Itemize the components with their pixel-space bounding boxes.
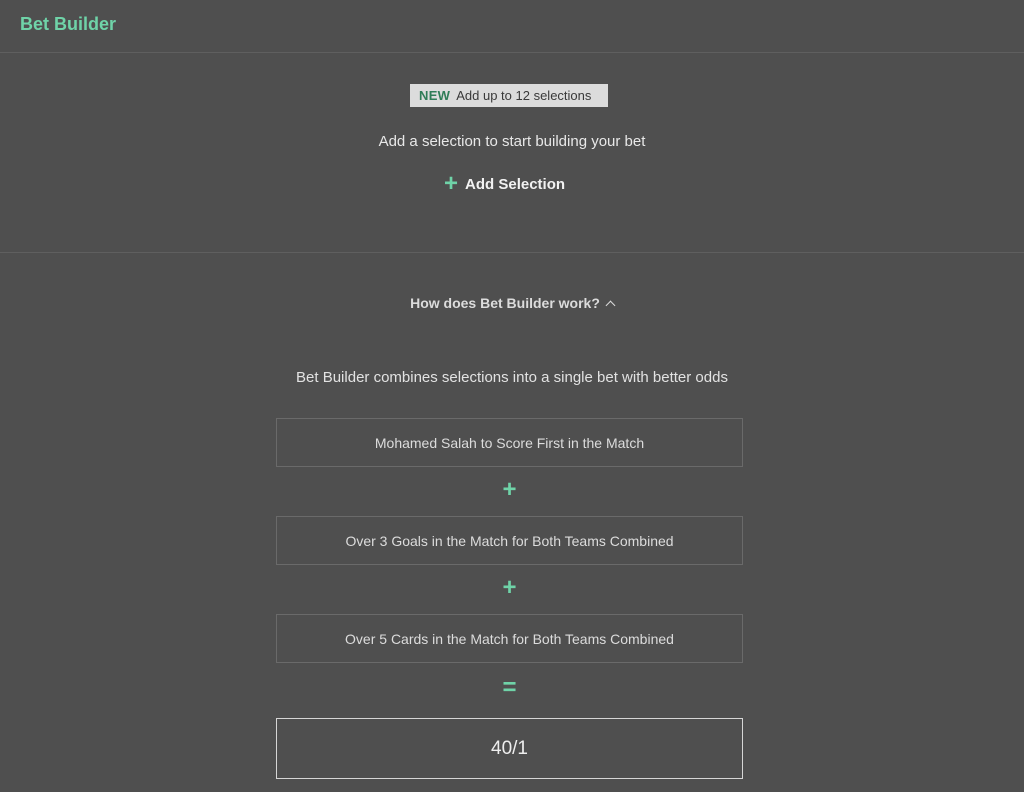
equals-icon: = xyxy=(502,674,517,701)
add-selection-button[interactable] xyxy=(444,170,566,197)
chevron-up-icon xyxy=(605,301,615,311)
explain-text: Bet Builder combines selections into a single bet with better odds xyxy=(296,369,728,386)
how-it-works-label: How does Bet Builder work? xyxy=(410,295,600,311)
plus-icon: + xyxy=(502,574,517,601)
example-selection-3: Over 5 Cards in the Match for Both Teams Combined xyxy=(276,614,743,663)
plus-icon: + xyxy=(444,170,459,197)
example-selection-2: Over 3 Goals in the Match for Both Teams Combined xyxy=(276,516,743,565)
new-badge: NEW xyxy=(419,88,451,103)
odds-result: 40/1 xyxy=(276,718,743,779)
page-title: Bet Builder xyxy=(20,14,117,34)
promo-badge xyxy=(410,84,608,107)
how-it-works-toggle[interactable] xyxy=(0,295,1024,311)
promo-text: Add up to 12 selections xyxy=(456,88,592,103)
builder-section xyxy=(0,53,1024,253)
add-selection-label: Add Selection xyxy=(465,175,566,193)
plus-icon: + xyxy=(502,476,517,503)
example-selection-1: Mohamed Salah to Score First in the Match xyxy=(276,418,743,467)
header xyxy=(0,0,1024,53)
intro-text: Add a selection to start building your bet xyxy=(378,133,646,150)
